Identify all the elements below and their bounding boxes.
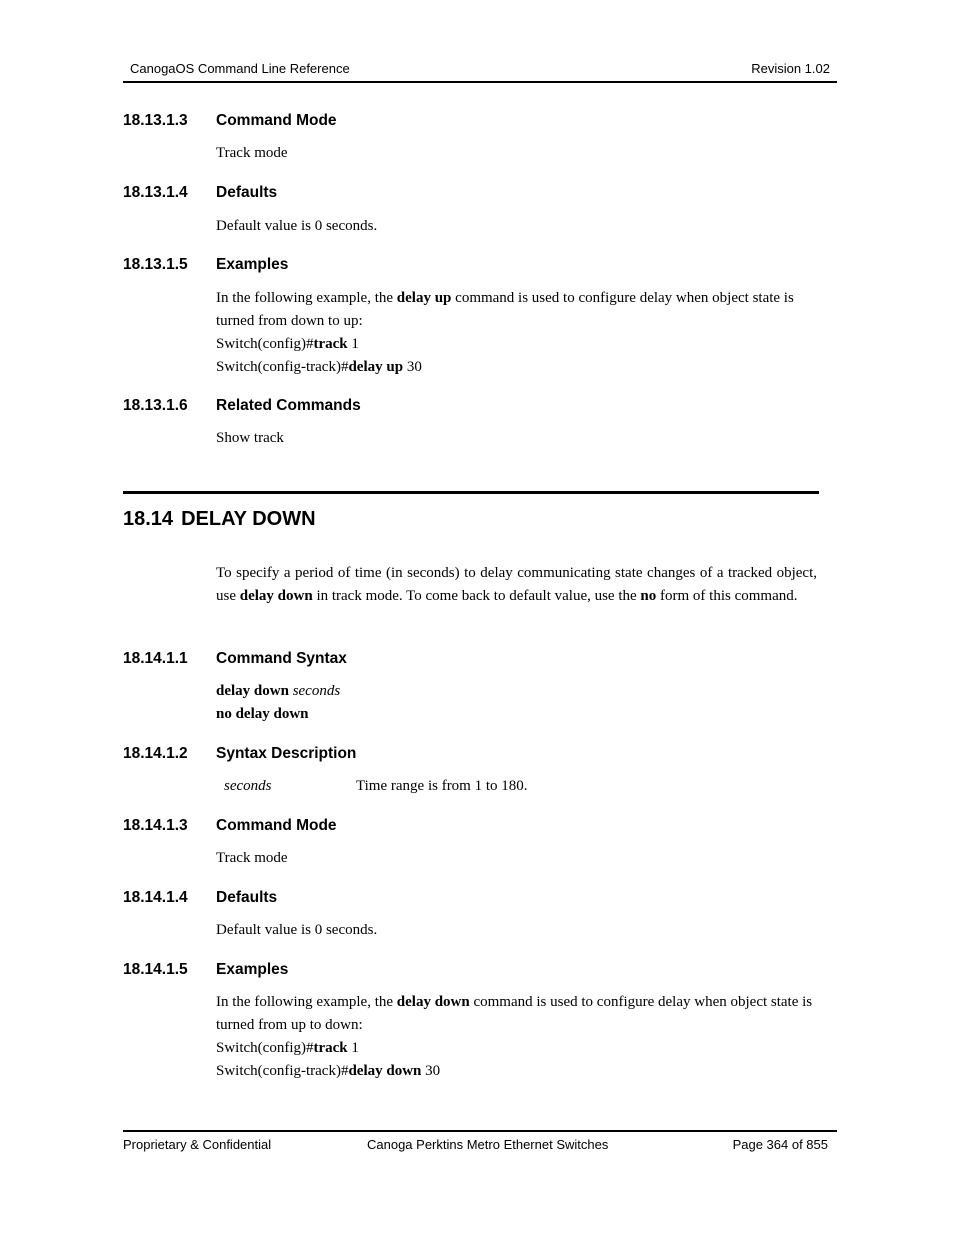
heading-18-13-1-4: [123, 184, 277, 202]
heading-title: Defaults: [216, 184, 278, 201]
command-mode-text: Track mode: [216, 145, 288, 161]
heading-18-14-1-3: [123, 817, 337, 835]
heading-number: 18.14.1.5: [123, 961, 188, 978]
syntax-parameter: seconds: [292, 683, 341, 699]
section-title: DELAY DOWN: [181, 508, 316, 530]
section-number: 18.14: [123, 508, 174, 530]
example-line-1: [216, 333, 817, 356]
examples-block: [216, 287, 817, 379]
cli-command: delay up: [348, 359, 404, 375]
desc-text: in track mode. To come back to default value, use the: [312, 588, 641, 604]
cli-command: track: [313, 1040, 348, 1056]
heading-title: Syntax Description: [216, 745, 357, 762]
heading-number: 18.14.1.2: [123, 745, 188, 762]
intro-command: delay down: [396, 994, 470, 1010]
cli-command: track: [313, 336, 348, 352]
footer-page-number: Page 364 of 855: [732, 1137, 828, 1152]
example-line-2: [216, 1060, 817, 1083]
syntax-line-2: [216, 703, 817, 726]
examples-intro: [216, 287, 817, 333]
heading-title: Examples: [216, 961, 289, 978]
header-title: CanogaOS Command Line Reference: [130, 61, 350, 76]
cli-argument: 1: [347, 336, 359, 352]
heading-number: 18.13.1.3: [123, 112, 188, 129]
intro-command: delay up: [396, 290, 452, 306]
cli-prompt: Switch(config)#: [216, 1040, 314, 1056]
heading-number: 18.13.1.6: [123, 397, 188, 414]
intro-text: In the following example, the: [216, 290, 397, 306]
syntax-param-desc: Time range is from 1 to 180.: [356, 778, 528, 794]
example-line-1: [216, 1037, 817, 1060]
desc-command: delay down: [239, 588, 313, 604]
syntax-command: no delay down: [216, 706, 309, 722]
heading-title: Examples: [216, 256, 289, 273]
footer-center: Canoga Perktins Metro Ethernet Switches: [367, 1137, 609, 1152]
heading-title: Command Mode: [216, 112, 337, 129]
cli-command: delay down: [348, 1063, 422, 1079]
intro-text: In the following example, the: [216, 994, 397, 1010]
cli-prompt: Switch(config-track)#: [216, 359, 349, 375]
desc-text: To specify a period of time (in seconds) to delay communicating state changes of a tracked object, use: [216, 565, 817, 604]
syntax-line-1: [216, 680, 817, 703]
footer-rule: [123, 1130, 837, 1132]
heading-18-13-1-3: [123, 112, 337, 130]
heading-number: 18.14.1.3: [123, 817, 188, 834]
cli-prompt: Switch(config-track)#: [216, 1063, 349, 1079]
heading-number: 18.14.1.4: [123, 889, 188, 906]
defaults-text: Default value is 0 seconds.: [216, 218, 378, 234]
command-syntax-block: [216, 680, 817, 726]
header-revision: Revision 1.02: [751, 61, 830, 76]
heading-18-13-1-6: [123, 397, 361, 415]
section-heading-18-14: [123, 508, 316, 531]
examples-block: [216, 991, 817, 1083]
examples-intro: [216, 991, 817, 1037]
heading-title: Command Syntax: [216, 650, 347, 667]
heading-18-14-1-5: [123, 961, 288, 979]
cli-prompt: Switch(config)#: [216, 336, 314, 352]
heading-number: 18.14.1.1: [123, 650, 188, 667]
heading-18-14-1-1: [123, 650, 347, 668]
header-rule: [123, 81, 837, 83]
intro-text: command is used to configure delay when object state is turned from down to up:: [216, 290, 794, 329]
desc-text: form of this command.: [656, 588, 798, 604]
example-line-2: [216, 356, 817, 379]
heading-title: Defaults: [216, 889, 278, 906]
section-rule: [123, 491, 819, 494]
footer-left: Proprietary & Confidential: [123, 1137, 272, 1152]
command-mode-text: Track mode: [216, 850, 288, 866]
intro-text: command is used to configure delay when object state is turned from up to down:: [216, 994, 813, 1033]
heading-title: Command Mode: [216, 817, 337, 834]
syntax-command: delay down: [216, 683, 289, 699]
heading-18-14-1-2: [123, 745, 356, 763]
syntax-param-name: [224, 775, 272, 798]
heading-18-14-1-4: [123, 889, 277, 907]
heading-number: 18.13.1.4: [123, 184, 188, 201]
defaults-text: Default value is 0 seconds.: [216, 922, 378, 938]
cli-argument: 30: [421, 1063, 441, 1079]
desc-no-keyword: no: [640, 588, 657, 604]
related-commands-text: Show track: [216, 430, 284, 446]
heading-number: 18.13.1.5: [123, 256, 188, 273]
heading-18-13-1-5: [123, 256, 288, 274]
cli-argument: 30: [403, 359, 422, 375]
heading-title: Related Commands: [216, 397, 361, 414]
param-name: seconds: [224, 778, 272, 794]
section-description: [216, 562, 817, 608]
cli-argument: 1: [347, 1040, 359, 1056]
